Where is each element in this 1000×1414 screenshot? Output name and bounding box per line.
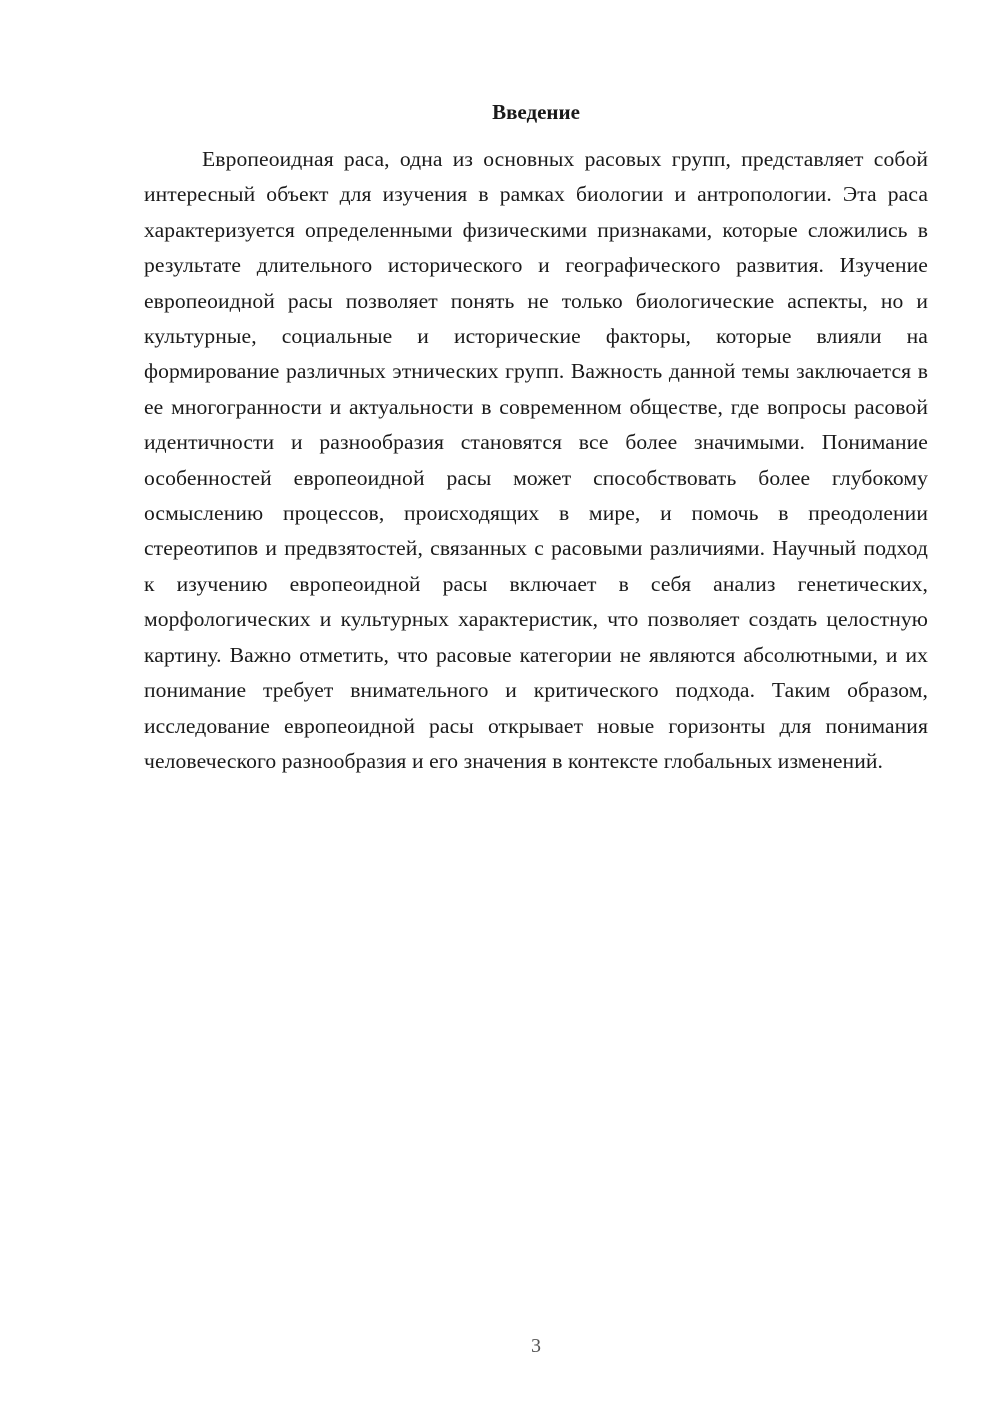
- section-heading: Введение: [492, 100, 580, 124]
- body-paragraph: Европеоидная раса, одна из основных расовых групп, представляет собой интересный объект для изучения в рамках биологии и антропологии. Эта раса характеризуется определенными физическими признаками, которые сложились в результате длительного исторического и географического развития. Изучение европеоидной расы позволяет понять не только биологические аспекты, но и культурные, социальные и исторические факторы, которые влияли на формирование различных этнических групп. Важность данной темы заключается в ее многогранности и актуальности в современном обществе, где вопросы расовой идентичности и разнообразия становятся все более значимыми. Понимание особенностей европеоидной расы может способствовать более глубокому осмыслению процессов, происходящих в мире, и помочь в преодолении стереотипов и предвзятостей, связанных с расовыми различиями. Научный подход к изучению европеоидной расы включает в себя анализ генетических, морфологических и культурных характеристик, что позволяет создать целостную картину. Важно отметить, что расовые категории не являются абсолютными, и их понимание требует внимательного и критического подхода. Таким образом, исследование европеоидной расы открывает новые горизонты для понимания человеческого разнообразия и его значения в контексте глобальных изменений.: [144, 147, 928, 773]
- page-number: 3: [531, 1335, 541, 1357]
